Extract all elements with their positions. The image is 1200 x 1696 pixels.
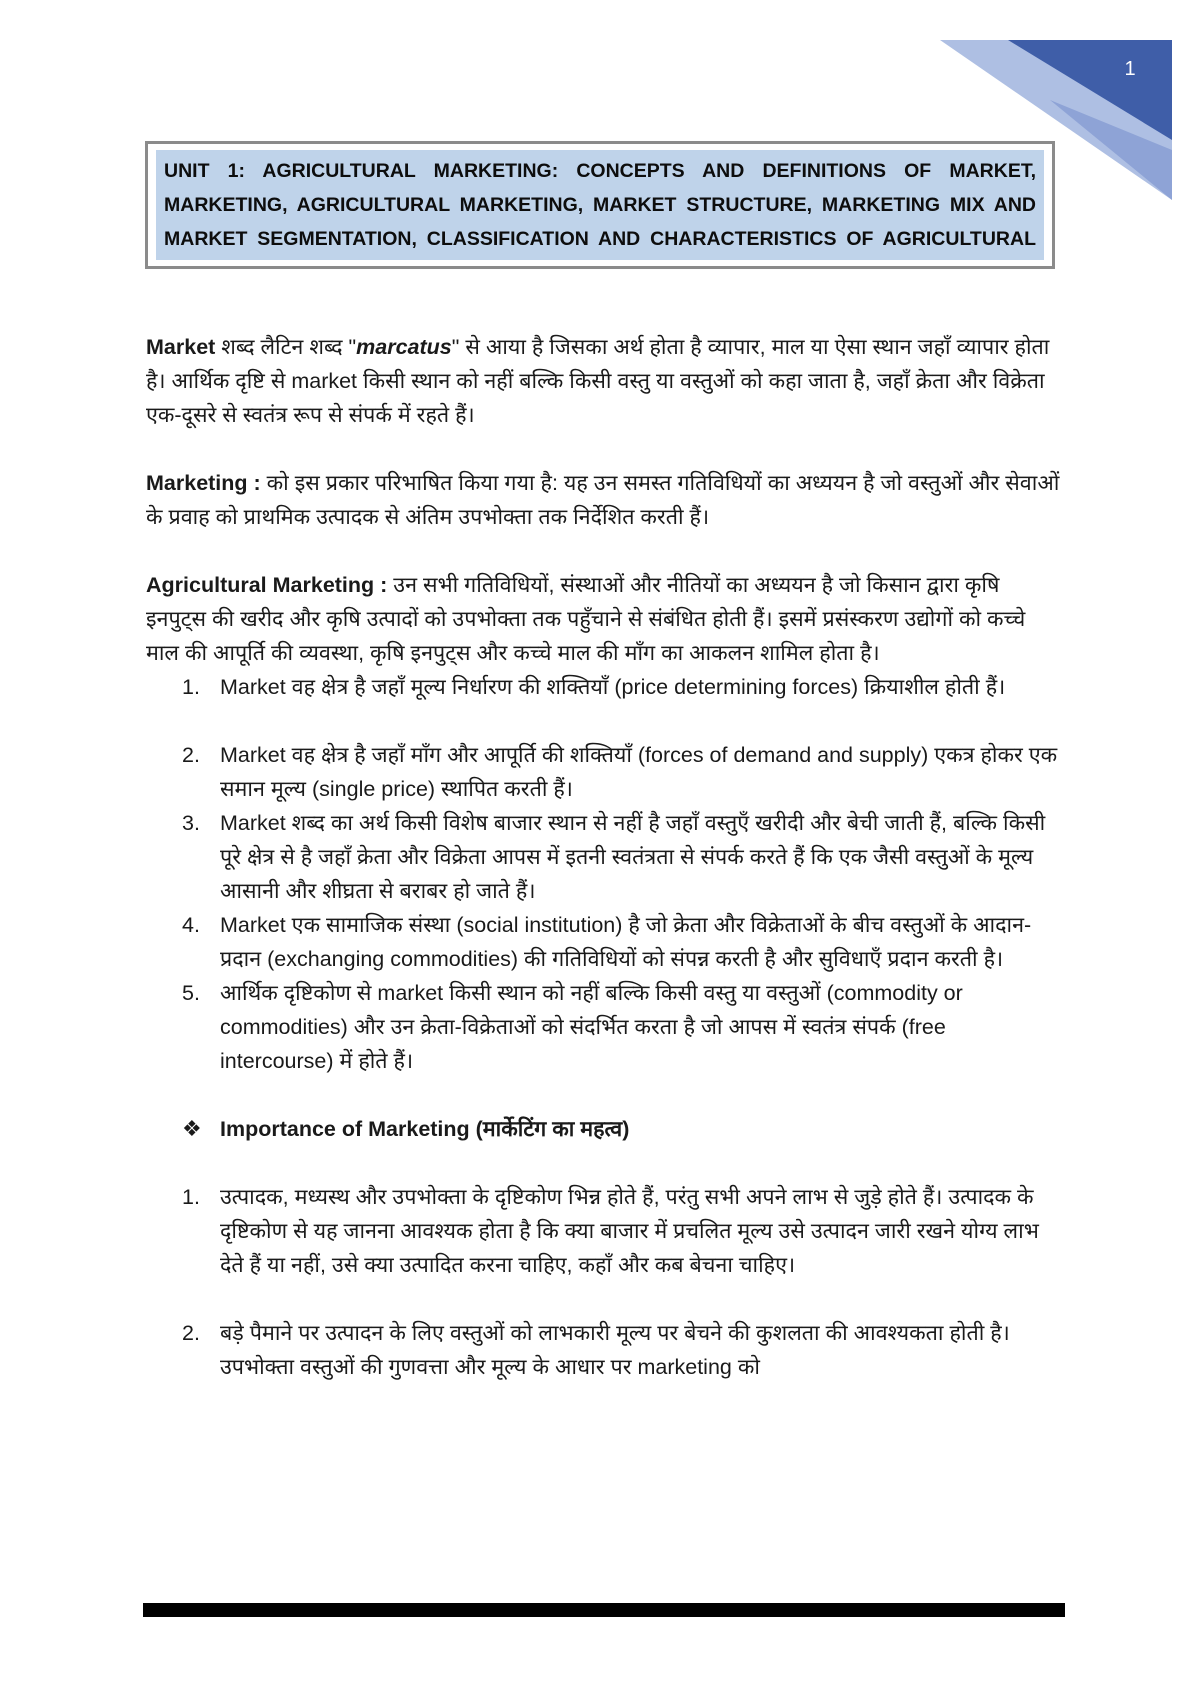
document-body — [146, 330, 1061, 1384]
latin-word: marcatus — [356, 335, 452, 359]
list-text: Market वह क्षेत्र है जहाँ मूल्य निर्धारण की शक्तियाँ (price determining forces) क्रियाशील होती हैं। — [220, 675, 1006, 699]
list-item — [146, 806, 1061, 908]
unit-title-box — [145, 141, 1055, 269]
list-text: उत्पादक, मध्यस्थ और उपभोक्ता के दृष्टिकोण भिन्न होते हैं, परंतु सभी अपने लाभ से जुड़े होते हैं। उत्पादक के दृष्टिकोण से यह जानना आवश्यक होता है कि क्या बाजार में प्रचलित मूल्य उसे उत्पादन जारी रखने योग्य लाभ देते हैं या नहीं, उसे क्या उत्पादित करना चाहिए, कहाँ और कब बेचना चाहिए। — [220, 1185, 1039, 1277]
paragraph-market-definition — [146, 330, 1061, 432]
page-number: 1 — [1124, 58, 1136, 80]
list-item — [146, 908, 1061, 976]
importance-heading-text: Importance of Marketing (मार्केटिंग का महत्व) — [220, 1117, 630, 1141]
list-number: 2. — [182, 1321, 200, 1345]
list-number: 2. — [182, 743, 200, 767]
list-number: 4. — [182, 913, 200, 937]
term-agricultural-marketing: Agricultural Marketing : — [146, 573, 388, 597]
term-marketing: Marketing : — [146, 471, 261, 495]
p1-text-a: शब्द लैटिन शब्द " — [215, 335, 357, 359]
list-text: Market एक सामाजिक संस्था (social institution) है जो क्रेता और विक्रेताओं के बीच वस्तुओं के आदान-प्रदान (exchanging commodities) की गतिविधियों को संपन्न करती है और सुविधाएँ प्रदान करती है। — [220, 913, 1032, 971]
list-text: Market शब्द का अर्थ किसी विशेष बाजार स्थान से नहीं है जहाँ वस्तुएँ खरीदी और बेची जाती हैं, बल्कि किसी पूरे क्षेत्र से है जहाँ क्रेता और विक्रेता आपस में इतनी स्वतंत्रता से संपर्क करते हैं कि एक जैसी वस्तुओं के मूल्य आसानी और शीघ्रता से बराबर हो जाते हैं। — [220, 811, 1046, 903]
list-item — [146, 738, 1061, 806]
importance-points-list — [146, 1180, 1061, 1384]
list-text: Market वह क्षेत्र है जहाँ माँग और आपूर्ति की शक्तियाँ (forces of demand and supply) एकत्र होकर एक समान मूल्य (single price) स्थापित करती हैं। — [220, 743, 1058, 801]
list-number: 5. — [182, 981, 200, 1005]
list-number: 1. — [182, 675, 200, 699]
p3-text: उन सभी गतिविधियों, संस्थाओं और नीतियों का अध्ययन है जो किसान द्वारा कृषि इनपुट्स की खरीद और कृषि उत्पादों को उपभोक्ता तक पहुँचाने से संबंधित होती हैं। इसमें प्रसंस्करण उद्योगों को कच्चे माल की आपूर्ति की व्यवस्था, कृषि इनपुट्स और कच्चे माल की माँग का आकलन शामिल होता है। — [146, 573, 1026, 665]
diamond-bullet-icon: ❖ — [182, 1116, 202, 1141]
term-market: Market — [146, 335, 216, 359]
footer-rule — [143, 1603, 1065, 1617]
p2-text: को इस प्रकार परिभाषित किया गया है: यह उन समस्त गतिविधियों का अध्ययन है जो वस्तुओं और सेवाओं के प्रवाह को प्राथमिक उत्पादक से अंतिम उपभोक्ता तक निर्देशित करती हैं। — [146, 471, 1060, 529]
list-number: 3. — [182, 811, 200, 835]
paragraph-marketing-definition — [146, 466, 1061, 534]
importance-heading — [146, 1112, 1061, 1146]
list-item — [146, 670, 1061, 704]
list-text: आर्थिक दृष्टिकोण से market किसी स्थान को नहीं बल्कि किसी वस्तु या वस्तुओं (commodity or commodities) और उन क्रेता-विक्रेताओं को संदर्भित करता है जो आपस में स्वतंत्र संपर्क (free intercourse) में होते हैं। — [220, 981, 963, 1073]
market-points-list — [146, 670, 1061, 1078]
list-number: 1. — [182, 1185, 200, 1209]
list-text: बड़े पैमाने पर उत्पादन के लिए वस्तुओं को लाभकारी मूल्य पर बेचने की कुशलता की आवश्यकता होती है। उपभोक्ता वस्तुओं की गुणवत्ता और मूल्य के आधार पर marketing को — [220, 1321, 1010, 1379]
list-item — [146, 976, 1061, 1078]
paragraph-agricultural-marketing-definition — [146, 568, 1061, 670]
p1-text-b: " से आया है जिसका अर्थ होता है व्यापार, माल या ऐसा स्थान जहाँ व्यापार होता है। आर्थिक दृष्टि से market किसी स्थान को नहीं बल्कि किसी वस्तु या वस्तुओं को कहा जाता है, जहाँ क्रेता और विक्रेता एक-दूसरे से स्वतंत्र रूप से संपर्क में रहते हैं। — [146, 335, 1050, 427]
list-item — [146, 1316, 1061, 1384]
unit-title: UNIT 1: AGRICULTURAL MARKETING: CONCEPTS AND DEFINITIONS OF MARKET, MARKETING, AGRICULTURAL MARKETING, MARKET STRUCTURE, MARKETING MIX AND MARKET SEGMENTATION, CLASSIFICATION AND CHARACTERISTICS OF AGRICULTURAL — [156, 150, 1044, 260]
list-item — [146, 1180, 1061, 1282]
